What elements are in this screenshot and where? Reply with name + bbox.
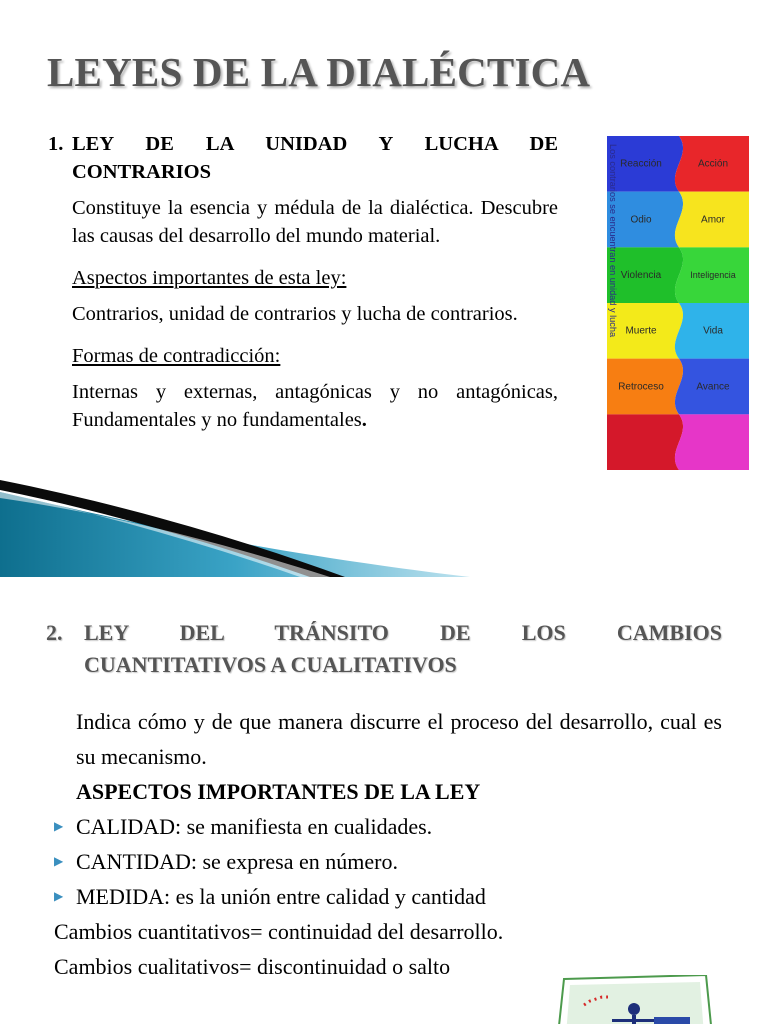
wave-label-right: Inteligencia xyxy=(690,269,736,280)
law-2-heading-line2: CUANTITATIVOS A CUALITATIVOS xyxy=(84,652,457,677)
forms-text-end: . xyxy=(361,409,367,431)
aspects-label: Aspectos importantes de esta ley: xyxy=(72,267,347,289)
law-1-content xyxy=(48,130,558,434)
forms-text xyxy=(48,378,558,434)
law-1-heading-second-row xyxy=(48,158,558,186)
wave-label-left: Retroceso xyxy=(618,381,664,393)
wave-label-left: Odio xyxy=(630,214,652,226)
law-2-heading-line1: LEY DEL TRÁNSITO DE LOS CAMBIOS xyxy=(84,620,722,645)
bullet-item xyxy=(54,844,722,879)
wave-label-left: Violencia xyxy=(620,269,662,281)
law-1-description: Constituye la esencia y médula de la dialéctica. Descubre las causas del desarrollo del mundo material. xyxy=(72,197,558,247)
wave-label-right: Acción xyxy=(697,158,729,170)
wave-label-right: Vida xyxy=(703,325,723,337)
bullet-text-cantidad: CANTIDAD: se expresa en número. xyxy=(76,849,398,874)
scale-illustration xyxy=(556,975,716,1024)
forms-label: Formas de contradicción: xyxy=(72,345,281,367)
law-2-heading-row1 xyxy=(46,617,722,649)
law-2-aspects-heading: ASPECTOS IMPORTANTES DE LA LEY xyxy=(76,779,481,804)
wave-label-left: Reacción xyxy=(620,158,662,170)
law-1-heading-line2: CONTRARIOS xyxy=(72,161,211,183)
contraries-waves-image xyxy=(607,136,749,470)
bullet-text-calidad: CALIDAD: se manifiesta en cualidades. xyxy=(76,814,433,839)
slide-title: LEYES DE LA DIALÉCTICA xyxy=(47,49,591,95)
wave-band-right xyxy=(675,414,749,470)
bullet-text-medida: MEDIDA: es la unión entre calidad y cantidad xyxy=(76,884,486,909)
bullet-arrow-icon: ▶ xyxy=(54,819,64,833)
wave-label-right: Avance xyxy=(696,381,730,393)
bullet-arrow-icon: ▶ xyxy=(54,889,64,903)
wave-label-left: Muerte xyxy=(625,325,657,337)
law-2-content xyxy=(54,704,722,984)
waves-side-caption: Los contrarios se encuentran en unidad y lucha xyxy=(608,144,618,338)
law-1-heading-line1: LEY DE LA UNIDAD Y LUCHA DE xyxy=(72,133,558,155)
wave-label-right: Amor xyxy=(701,214,725,226)
law-1-number: 1. xyxy=(48,133,64,155)
slide-2 xyxy=(0,577,768,1024)
law-2-description: Indica cómo y de que manera discurre el proceso del desarrollo, cual es su mecanismo. xyxy=(76,709,722,769)
continuity-line: Cambios cuantitativos= continuidad del desarrollo. xyxy=(54,919,504,944)
decorative-swoosh xyxy=(0,480,470,577)
wave-band-left xyxy=(607,414,683,470)
bullet-item xyxy=(54,809,722,844)
law-1-heading xyxy=(48,130,558,158)
aspects-text: Contrarios, unidad de contrarios y lucha de contrarios. xyxy=(72,303,518,325)
bullet-arrow-icon: ▶ xyxy=(54,854,64,868)
discontinuity-line: Cambios cualitativos= discontinuidad o salto xyxy=(54,954,451,979)
bullet-item xyxy=(54,879,722,914)
law-2-number: 2. xyxy=(46,620,63,645)
law-2-heading xyxy=(46,617,722,681)
forms-text-body: Internas y externas, antagónicas y no antagónicas, Fundamentales y no fundamentales xyxy=(72,381,558,431)
